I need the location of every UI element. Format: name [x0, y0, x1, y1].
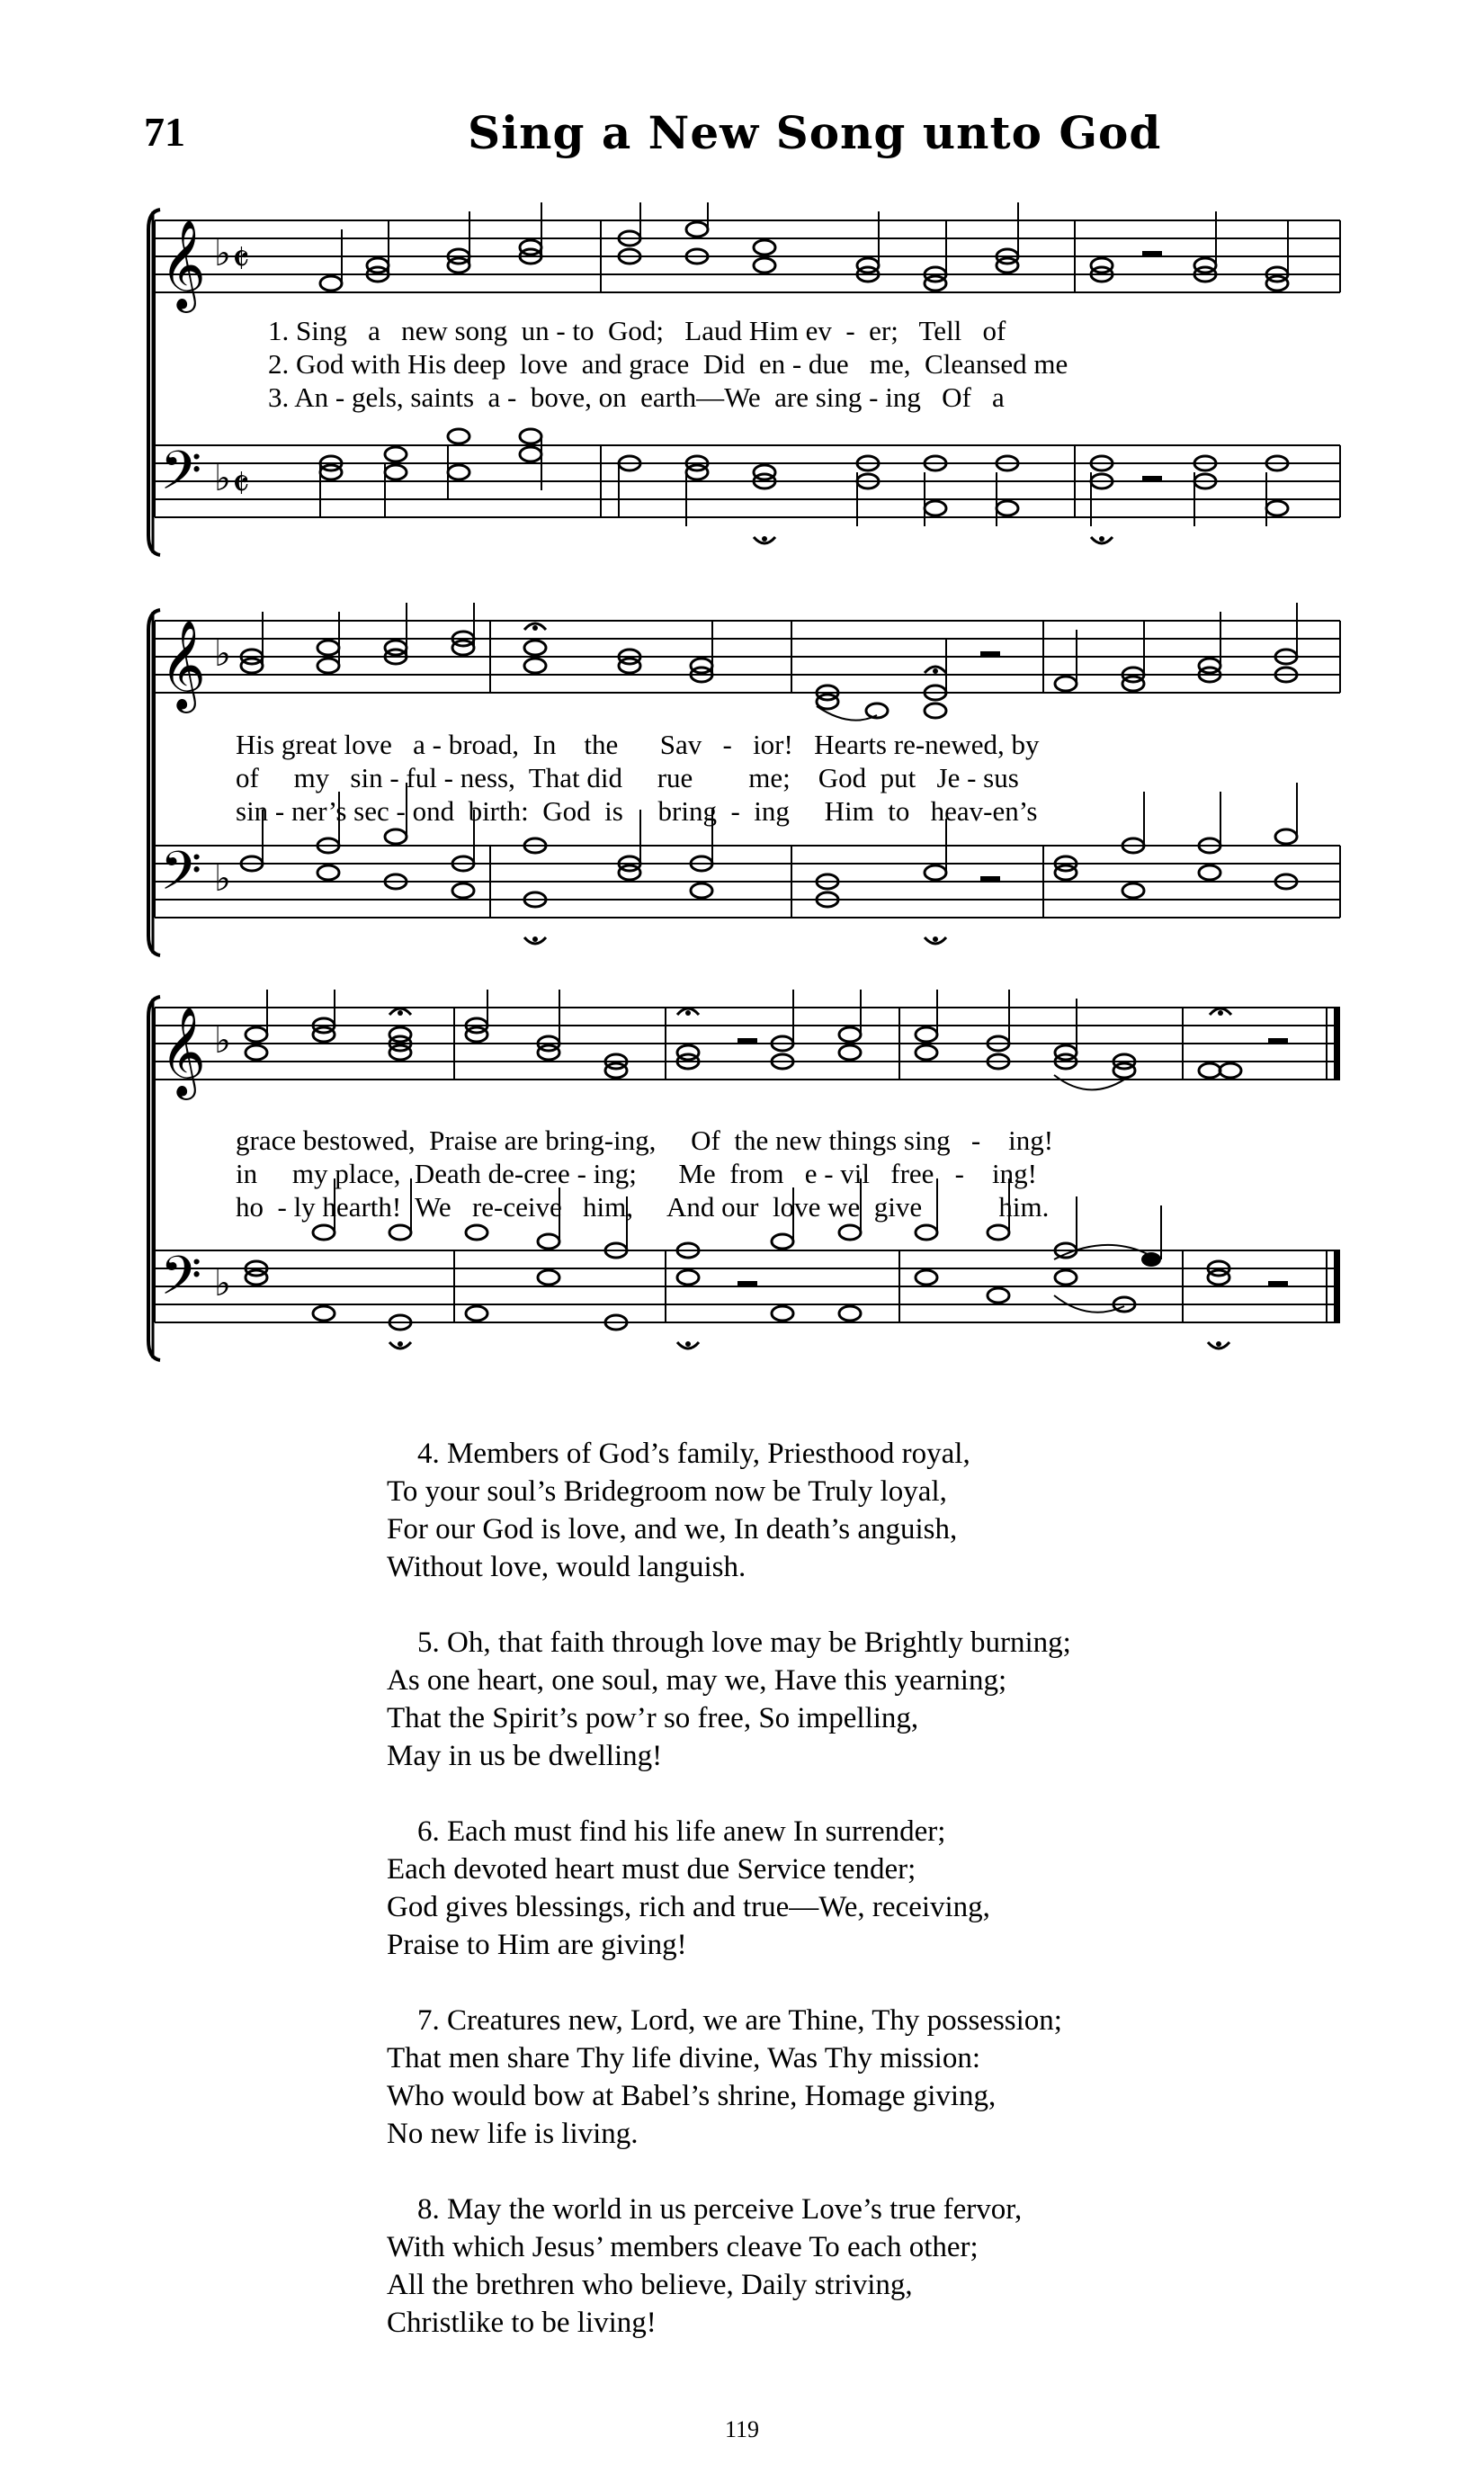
lyric-line-verse-2: of my sin - ful - ness, That did rue me; God put Je - sus: [236, 762, 1019, 793]
stanza-line: No new life is living.: [387, 2118, 639, 2150]
stanza-line: 6. Each must find his life anew In surrender;: [417, 1815, 946, 1848]
stanza-line: God gives blessings, rich and true—We, receiving,: [387, 1891, 990, 1923]
lyric-line-verse-3: ho - ly hearth! We re-ceive him, And our love we give him.: [236, 1191, 1050, 1223]
stanza-line: 8. May the world in us perceive Love’s true fervor,: [417, 2193, 1023, 2226]
stanza-line: 4. Members of God’s family, Priesthood royal,: [417, 1438, 970, 1470]
additional-stanzas: [387, 1435, 1376, 2379]
stanza-line: To your soul’s Bridegroom now be Truly loyal,: [387, 1475, 947, 1508]
stanza-line: Each devoted heart must due Service tender;: [387, 1853, 916, 1886]
music-system-1: [0, 202, 1484, 562]
stanza-line: Praise to Him are giving!: [387, 1929, 687, 1961]
lyric-line-verse-2: 2. God with His deep love and grace Did en - due me, Cleansed me: [268, 348, 1068, 380]
svg-text:𝄞: 𝄞: [160, 221, 206, 308]
svg-text:♭: ♭: [214, 1020, 231, 1061]
svg-text:𝄞: 𝄞: [160, 622, 206, 708]
hymn-title: Sing a New Song unto God: [468, 106, 1162, 159]
lyric-line-verse-1: grace bestowed, Praise are bring-ing, Of the new things sing - ing!: [236, 1125, 1054, 1156]
stanza-line: Without love, would languish.: [387, 1551, 746, 1583]
stanza-line: May in us be dwelling!: [387, 1740, 663, 1772]
stanza-6: [387, 1813, 1376, 1964]
svg-text:𝄞: 𝄞: [160, 1008, 206, 1095]
stanza-line: Christlike to be living!: [387, 2307, 657, 2339]
stanza-line: That the Spirit’s pow’r so free, So impelling,: [387, 1702, 919, 1734]
svg-text:♭: ♭: [214, 233, 231, 273]
svg-text:♭: ♭: [214, 858, 231, 899]
lyric-line-verse-1: His great love a - broad, In the Sav - ior! Hearts re-newed, by: [236, 729, 1040, 760]
svg-text:𝄵: 𝄵: [232, 462, 250, 506]
stanza-line: Who would bow at Babel’s shrine, Homage giving,: [387, 2080, 997, 2112]
svg-text:𝄢: 𝄢: [160, 1247, 202, 1319]
stanza-line: All the brethren who believe, Daily striving,: [387, 2269, 913, 2301]
stanza-line: 7. Creatures new, Lord, we are Thine, Thy possession;: [417, 2004, 1062, 2037]
svg-text:𝄢: 𝄢: [160, 842, 202, 914]
stanza-7: [387, 2002, 1376, 2153]
stanza-line: That men share Thy life divine, Was Thy mission:: [387, 2042, 980, 2074]
svg-text:♭: ♭: [214, 633, 231, 674]
lyric-line-verse-3: 3. An - gels, saints a - bove, on earth—We are sing - ing Of a: [268, 381, 1005, 413]
svg-text:𝄵: 𝄵: [232, 237, 250, 282]
stanza-5: [387, 1624, 1376, 1775]
lyric-line-verse-1: 1. Sing a new song un - to God; Laud Him ev - er; Tell of: [268, 315, 1006, 346]
svg-text:♭: ♭: [214, 458, 231, 498]
music-system-3: [0, 990, 1484, 1376]
lyric-line-verse-3: sin - ner’s sec - ond birth: God is bring - ing Him to heav-en’s: [236, 795, 1038, 827]
stanza-8: [387, 2191, 1376, 2342]
stanza-line: As one heart, one soul, may we, Have this yearning;: [387, 1664, 1007, 1697]
stanza-line: 5. Oh, that faith through love may be Brightly burning;: [417, 1626, 1071, 1659]
lyric-line-verse-2: in my place, Death de-cree - ing; Me from e - vil free - ing!: [236, 1158, 1037, 1189]
hymn-number: 71: [144, 109, 185, 155]
stanza-line: With which Jesus’ members cleave To each other;: [387, 2231, 979, 2263]
music-system-2: [0, 603, 1484, 963]
stanza-line: For our God is love, and we, In death’s anguish,: [387, 1513, 958, 1546]
svg-text:𝄢: 𝄢: [160, 442, 202, 514]
svg-text:♭: ♭: [214, 1263, 231, 1304]
page-number: 119: [724, 2416, 760, 2442]
stanza-4: [387, 1435, 1376, 1586]
